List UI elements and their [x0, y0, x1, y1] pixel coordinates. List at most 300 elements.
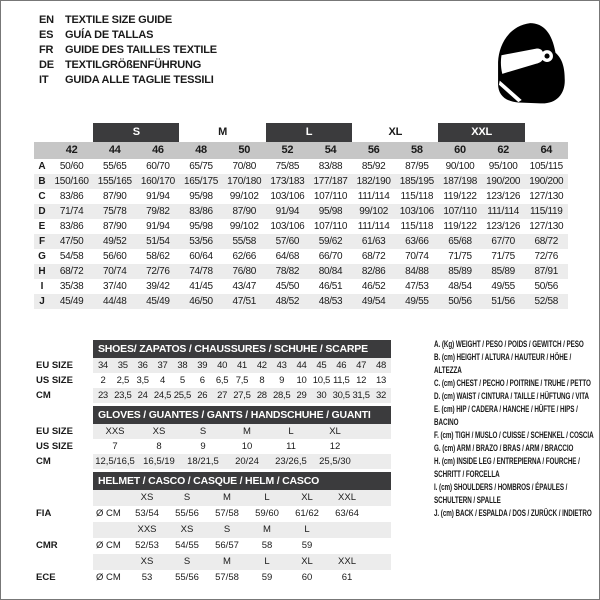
measure-value: 35/38: [59, 281, 84, 292]
spacer: [525, 123, 568, 142]
shoe-size-value: 27,5: [233, 390, 251, 401]
measure-value: 70/74: [102, 266, 127, 277]
language-list: [39, 13, 217, 88]
helmet-size-value: 55/56: [175, 508, 199, 519]
language-code: FR: [39, 44, 54, 56]
shoe-size-value: 7,5: [235, 375, 249, 386]
shoe-size-value: 12: [356, 375, 367, 386]
measure-value: 50/60: [59, 161, 84, 172]
measure-value: 91/94: [146, 191, 170, 202]
spacer: [34, 123, 50, 142]
helmet-size-value: 57/58: [215, 572, 239, 583]
shoe-size-value: 38: [177, 360, 188, 371]
language-row: [39, 13, 217, 28]
glove-size-value: 25,5/30: [319, 456, 351, 467]
row-data: [93, 388, 391, 403]
helmet-size-value: S: [223, 524, 231, 535]
size-group-xl: XL: [388, 126, 403, 138]
measure-value: 44/48: [102, 296, 127, 307]
spacer: [367, 490, 391, 506]
glove-size-value: S: [199, 426, 207, 437]
shoe-size-value: 37: [157, 360, 168, 371]
shoe-size-value: 32: [375, 390, 386, 401]
measure-value: 72/76: [146, 266, 170, 277]
shoe-size-value: 23: [97, 390, 108, 401]
size-column-header: 50: [238, 144, 251, 156]
spacer: [367, 570, 391, 586]
measure-value: 52/58: [534, 296, 559, 307]
measure-value: 76/80: [232, 266, 256, 277]
glove-size-value: 10: [241, 441, 253, 452]
helmet-size-value: M: [263, 524, 271, 535]
spacer: [357, 424, 391, 439]
shoe-size-value: 31,5: [352, 390, 370, 401]
helmet-size-value: 52/53: [135, 540, 159, 551]
measure-value: 90/100: [445, 161, 475, 172]
measure-value: 190/200: [529, 176, 564, 187]
measure-value: 75/85: [275, 161, 300, 172]
glove-size-value: XL: [329, 426, 341, 437]
row-data: [93, 490, 391, 506]
legend-item: B. (cm) HEIGHT / ALTURA / HAUTEUR / HÖHE / ALTEZZA: [434, 352, 572, 375]
shoe-size-value: 42: [256, 360, 267, 371]
shoe-size-value: 41: [236, 360, 247, 371]
measure-value: 55/58: [232, 236, 256, 247]
measure-value: 182/190: [356, 176, 391, 187]
row-label: CMR: [36, 540, 58, 551]
helmet-size-value: 59: [261, 572, 273, 583]
measure-value: 70/80: [232, 161, 256, 172]
helmet-table: [34, 472, 391, 586]
helmet-size-value: 60: [301, 572, 313, 583]
language-code: EN: [39, 14, 54, 26]
guide-title: GUIDA ALLE TAGLIE TESSILI: [65, 74, 214, 86]
row-data: [93, 522, 391, 538]
legend-item: I. (cm) SHOULDERS / HOMBROS / ÉPAULES / SCHULTERN / SPALLE: [434, 482, 568, 505]
helmet-size-value: L: [304, 524, 310, 535]
glove-size-value: 23/26,5: [275, 456, 307, 467]
measure-value: 48/53: [318, 296, 343, 307]
measure-value: 177/187: [313, 176, 348, 187]
measure-value: 41/45: [189, 281, 213, 292]
size-column-header: 62: [497, 144, 509, 156]
table-row: [34, 522, 391, 538]
glove-size-value: 16,5/19: [143, 456, 175, 467]
helmet-size-value: XS: [180, 524, 194, 535]
row-data: [93, 439, 391, 454]
measure-letter: D: [38, 206, 46, 217]
measure-value: 72/76: [534, 251, 559, 262]
guide-title: TEXTILGRÖßENFÜHRUNG: [65, 59, 202, 71]
measure-letter: C: [38, 191, 46, 202]
shoe-size-value: 13: [375, 375, 386, 386]
measure-value: 127/130: [529, 221, 564, 232]
legend-item: J. (cm) BACK / ESPALDA / DOS / ZURÜCK / INDIETRO: [434, 508, 592, 518]
measure-value: 127/130: [529, 191, 564, 202]
measure-value: 95/100: [488, 161, 518, 172]
measure-value: 46/50: [189, 296, 213, 307]
measure-value: 68/72: [59, 266, 84, 277]
shoe-size-value: 25,5: [173, 390, 192, 401]
measure-value: 46/51: [318, 281, 343, 292]
helmet-size-value: M: [223, 556, 231, 567]
measure-value: 47/50: [59, 236, 84, 247]
row-data: [93, 570, 391, 586]
helmet-size-value: 57/58: [215, 508, 239, 519]
guide-title: TEXTILE SIZE GUIDE: [65, 14, 173, 26]
glove-size-value: 9: [200, 441, 206, 452]
size-column-header: 56: [367, 144, 380, 156]
measure-value: 170/180: [227, 176, 262, 187]
row-data: [93, 424, 391, 439]
measure-row-h: [34, 264, 568, 279]
measure-value: 103/106: [270, 221, 305, 232]
measure-value: 150/160: [54, 176, 89, 187]
shoe-size-value: 26: [197, 390, 208, 401]
spacer: [367, 506, 391, 522]
measure-letter: B: [38, 176, 46, 187]
measure-letter: F: [38, 236, 46, 247]
helmet-size-value: XXL: [338, 492, 356, 503]
size-column-header: 60: [454, 144, 466, 156]
measure-value: 99/102: [229, 191, 259, 202]
row-label: US SIZE: [36, 441, 73, 452]
language-row: [39, 28, 217, 43]
size-group-xxl: XXL: [438, 123, 524, 142]
measure-row-f: [34, 234, 568, 249]
helmet-size-value: 54/55: [175, 540, 199, 551]
measure-value: 187/198: [442, 176, 478, 187]
row-data: [93, 506, 391, 522]
measure-value: 48/54: [448, 281, 472, 292]
diameter-unit: [93, 554, 127, 570]
measure-value: 190/200: [486, 176, 521, 187]
measure-value: 123/126: [486, 191, 521, 202]
measure-letter: A: [38, 161, 46, 172]
legend-item: A. (Kg) WEIGHT / PESO / POIDS / GEWITCH / PESO: [434, 339, 584, 349]
measure-value: 115/118: [400, 221, 434, 232]
measure-value: 105/115: [529, 161, 563, 172]
shoe-size-value: 5: [179, 375, 185, 386]
measure-value: 111/114: [357, 221, 390, 232]
measure-value: 85/89: [448, 266, 472, 277]
helmet-size-value: [327, 522, 367, 538]
measure-value: 45/49: [59, 296, 84, 307]
table-row: [34, 373, 391, 388]
table-row: [34, 490, 391, 506]
size-column-header: 64: [540, 144, 553, 156]
shoe-size-value: 9: [279, 375, 285, 386]
measurement-legend: [434, 338, 596, 520]
measure-row-i: [34, 279, 568, 294]
row-label: EU SIZE: [36, 426, 73, 437]
gloves-header-bar: GLOVES / GUANTES / GANTS / HANDSCHUHE / GUANTI: [93, 406, 391, 424]
diameter-unit: [93, 490, 127, 506]
measure-row-e: [34, 219, 568, 234]
measure-value: 87/95: [405, 161, 429, 172]
measure-value: 91/94: [275, 206, 300, 217]
shoe-size-value: 8: [259, 375, 265, 386]
language-row: [39, 73, 217, 88]
measure-value: 49/55: [491, 281, 515, 292]
measure-value: 47/51: [232, 296, 256, 307]
measure-value: 49/54: [361, 296, 386, 307]
diameter-unit: Ø CM: [96, 540, 121, 551]
helmet-size-value: 61: [341, 572, 353, 583]
measure-value: 60/64: [189, 251, 213, 262]
measure-value: 51/54: [146, 236, 170, 247]
shoe-size-value: 4: [160, 375, 165, 386]
size-column-header: 42: [65, 144, 78, 156]
measure-letter: J: [39, 296, 45, 307]
measure-value: 115/118: [400, 191, 434, 202]
diameter-unit: Ø CM: [96, 508, 121, 519]
row-data: [93, 454, 391, 469]
measure-value: 99/102: [359, 206, 389, 217]
measure-value: 80/84: [318, 266, 343, 277]
measure-value: 173/183: [270, 176, 305, 187]
table-row: [34, 570, 391, 586]
measure-value: 119/122: [443, 191, 477, 202]
language-row: [39, 43, 217, 58]
shoe-size-value: 36: [137, 360, 148, 371]
row-label: US SIZE: [36, 375, 73, 386]
helmet-size-value: 55/56: [175, 572, 199, 583]
measure-value: 83/86: [189, 206, 213, 217]
helmet-size-value: 59/60: [255, 508, 279, 519]
measure-value: 85/89: [491, 266, 515, 277]
shoe-size-value: 30,5: [332, 390, 350, 401]
glove-size-value: 18/21,5: [187, 456, 219, 467]
helmet-size-value: M: [223, 492, 231, 503]
row-label: CM: [36, 456, 51, 467]
row-label: CM: [36, 390, 51, 401]
measure-value: 111/114: [487, 206, 520, 217]
helmet-size-value: 61/62: [295, 508, 319, 519]
measure-value: 99/102: [229, 221, 259, 232]
helmet-size-value: XXL: [338, 556, 356, 567]
shoe-size-value: 2,5: [116, 375, 129, 386]
measure-value: 64/68: [275, 251, 300, 262]
measure-value: 54/58: [59, 251, 84, 262]
spacer: [367, 538, 391, 554]
size-column-header: 46: [152, 144, 164, 156]
measure-value: 68/72: [534, 236, 559, 247]
diameter-unit: Ø CM: [96, 572, 121, 583]
shoe-size-value: 3,5: [136, 375, 149, 386]
table-row: [34, 506, 391, 522]
shoe-size-value: 47: [356, 360, 367, 371]
measure-value: 48/52: [275, 296, 300, 307]
measure-value: 45/50: [275, 281, 300, 292]
measure-value: 185/195: [399, 176, 434, 187]
helmet-size-value: XS: [140, 556, 154, 567]
shoe-size-value: 24: [137, 390, 148, 401]
measure-value: 91/94: [146, 221, 170, 232]
spacer: [367, 522, 391, 538]
size-column-header: 58: [411, 144, 423, 156]
spacer: [357, 454, 391, 469]
table-row: [34, 388, 391, 403]
measure-value: 70/74: [405, 251, 429, 262]
measure-value: 111/114: [357, 191, 390, 202]
measure-value: 107/110: [313, 191, 348, 202]
shoe-size-value: 6: [199, 375, 205, 386]
measure-value: 79/82: [146, 206, 170, 217]
glove-size-value: 12,5/16,5: [95, 456, 135, 467]
shoe-size-value: 2: [100, 375, 106, 386]
measure-value: 59/62: [318, 236, 343, 247]
measure-value: 87/90: [102, 221, 127, 232]
gloves-rows: [34, 424, 391, 469]
helmet-size-value: S: [183, 556, 191, 567]
measure-row-c: [34, 189, 568, 204]
language-row: [39, 58, 217, 73]
measure-row-j: [34, 294, 568, 309]
measure-value: 123/126: [486, 221, 521, 232]
measure-value: 63/66: [405, 236, 429, 247]
size-column-header: 54: [324, 144, 337, 156]
measure-value: 50/56: [448, 296, 472, 307]
helmet-size-value: XL: [301, 492, 313, 503]
helmet-header-bar: HELMET / CASCO / CASQUE / HELM / CASCO: [93, 472, 391, 490]
spacer: [50, 123, 93, 142]
helmet-size-value: 63/64: [335, 508, 359, 519]
glove-size-value: 20/24: [235, 456, 259, 467]
shoe-size-value: 24,5: [153, 390, 172, 401]
legend-item: G. (cm) ARM / BRAZO / BRAS / ARM / BRACCIO: [434, 443, 574, 453]
measure-value: 83/86: [59, 221, 84, 232]
measure-value: 82/86: [361, 266, 386, 277]
glove-size-value: 8: [156, 441, 162, 452]
helmet-size-value: 59: [301, 540, 313, 551]
measure-value: 87/90: [102, 191, 127, 202]
numeric-size-band: [34, 142, 568, 159]
measure-value: 103/106: [270, 191, 305, 202]
guide-title: GUÍA DE TALLAS: [65, 29, 154, 41]
measure-row-d: [34, 204, 568, 219]
measure-value: 85/92: [361, 161, 386, 172]
row-label: [34, 522, 93, 538]
size-group-m: M: [218, 126, 228, 138]
measure-value: 53/56: [189, 236, 213, 247]
measure-value: 95/98: [189, 221, 213, 232]
helmet-size-value: 56/57: [215, 540, 239, 551]
row-label: FIA: [36, 508, 52, 519]
size-group-row: [34, 123, 568, 142]
shoe-size-value: 35: [117, 360, 128, 371]
legend-item: H. (cm) INSIDE LEG / ENTREPIERNA / FOURCHE / SCHRITT / FORCELLA: [434, 456, 580, 479]
size-group-s: S: [93, 123, 179, 142]
measure-value: 84/88: [405, 266, 429, 277]
measure-value: 83/86: [59, 191, 84, 202]
measure-value: 95/98: [318, 206, 343, 217]
shoe-size-value: 23,5: [114, 390, 132, 401]
measure-value: 67/70: [491, 236, 515, 247]
measure-value: 115/119: [530, 206, 563, 217]
measure-letter: H: [38, 266, 46, 277]
shoe-size-value: 28: [256, 390, 267, 401]
measure-value: 83/88: [318, 161, 343, 172]
shoe-size-value: 45: [316, 360, 327, 371]
measure-row-b: [34, 174, 568, 189]
measure-value: 155/165: [97, 176, 132, 187]
measure-value: 57/60: [275, 236, 300, 247]
glove-size-value: 7: [112, 441, 118, 452]
size-column-header: 52: [281, 144, 294, 156]
table-row: [34, 454, 391, 469]
shoe-size-value: 6,5: [215, 375, 229, 386]
helmet-size-value: XS: [140, 492, 154, 503]
measure-value: 50/56: [534, 281, 559, 292]
helmet-rows: [34, 490, 391, 586]
measure-value: 60/70: [146, 161, 170, 172]
row-label: ECE: [36, 572, 56, 583]
helmet-size-value: [327, 538, 367, 554]
measure-value: 78/82: [275, 266, 300, 277]
row-data: [93, 538, 391, 554]
shoe-size-value: 10: [296, 375, 307, 386]
row-label: [34, 490, 93, 506]
row-data: [93, 373, 391, 388]
shoe-size-value: 34: [97, 360, 108, 371]
spacer: [34, 142, 50, 159]
glove-size-value: XS: [152, 426, 166, 437]
shoe-size-value: 48: [375, 360, 386, 371]
legend-item: C. (cm) CHEST / PECHO / POITRINE / TRUHE / PETTO: [434, 378, 591, 388]
shoe-size-value: 46: [336, 360, 347, 371]
shoe-size-value: 11,5: [332, 375, 350, 386]
language-code: DE: [39, 59, 54, 71]
row-data: [93, 358, 391, 373]
spacer: [357, 439, 391, 454]
measure-value: 58/62: [146, 251, 170, 262]
shoe-size-value: 43: [276, 360, 287, 371]
measure-value: 74/78: [189, 266, 213, 277]
shoe-size-value: 44: [296, 360, 307, 371]
measure-row-a: [34, 159, 568, 174]
helmet-size-value: S: [183, 492, 191, 503]
measure-value: 87/90: [232, 206, 256, 217]
measure-value: 95/98: [189, 191, 213, 202]
helmet-size-value: L: [264, 492, 270, 503]
measure-value: 61/63: [361, 236, 386, 247]
shoes-rows: [34, 358, 391, 403]
diameter-unit: [93, 522, 127, 538]
helmet-size-value: XL: [301, 556, 313, 567]
shoe-size-value: 29: [296, 390, 307, 401]
size-column-header: 44: [108, 144, 121, 156]
size-group-l: L: [266, 123, 352, 142]
shoes-header-bar: SHOES/ ZAPATOS / CHAUSSURES / SCHUHE / SCARPE: [93, 340, 391, 358]
table-row: [34, 554, 391, 570]
glove-size-value: L: [288, 426, 294, 437]
measure-value: 66/70: [318, 251, 343, 262]
gloves-table: [34, 406, 391, 469]
measure-value: 62/66: [232, 251, 256, 262]
shoe-size-value: 40: [217, 360, 228, 371]
main-size-table: [34, 123, 568, 309]
measure-value: 37/40: [102, 281, 127, 292]
measure-letter: E: [38, 221, 46, 232]
language-code: ES: [39, 29, 54, 41]
shoe-size-value: 30: [316, 390, 327, 401]
measure-value: 49/52: [102, 236, 127, 247]
shoe-size-value: 39: [197, 360, 208, 371]
measure-value: 45/49: [146, 296, 170, 307]
measure-value: 75/78: [102, 206, 127, 217]
measure-letter: I: [40, 281, 44, 292]
